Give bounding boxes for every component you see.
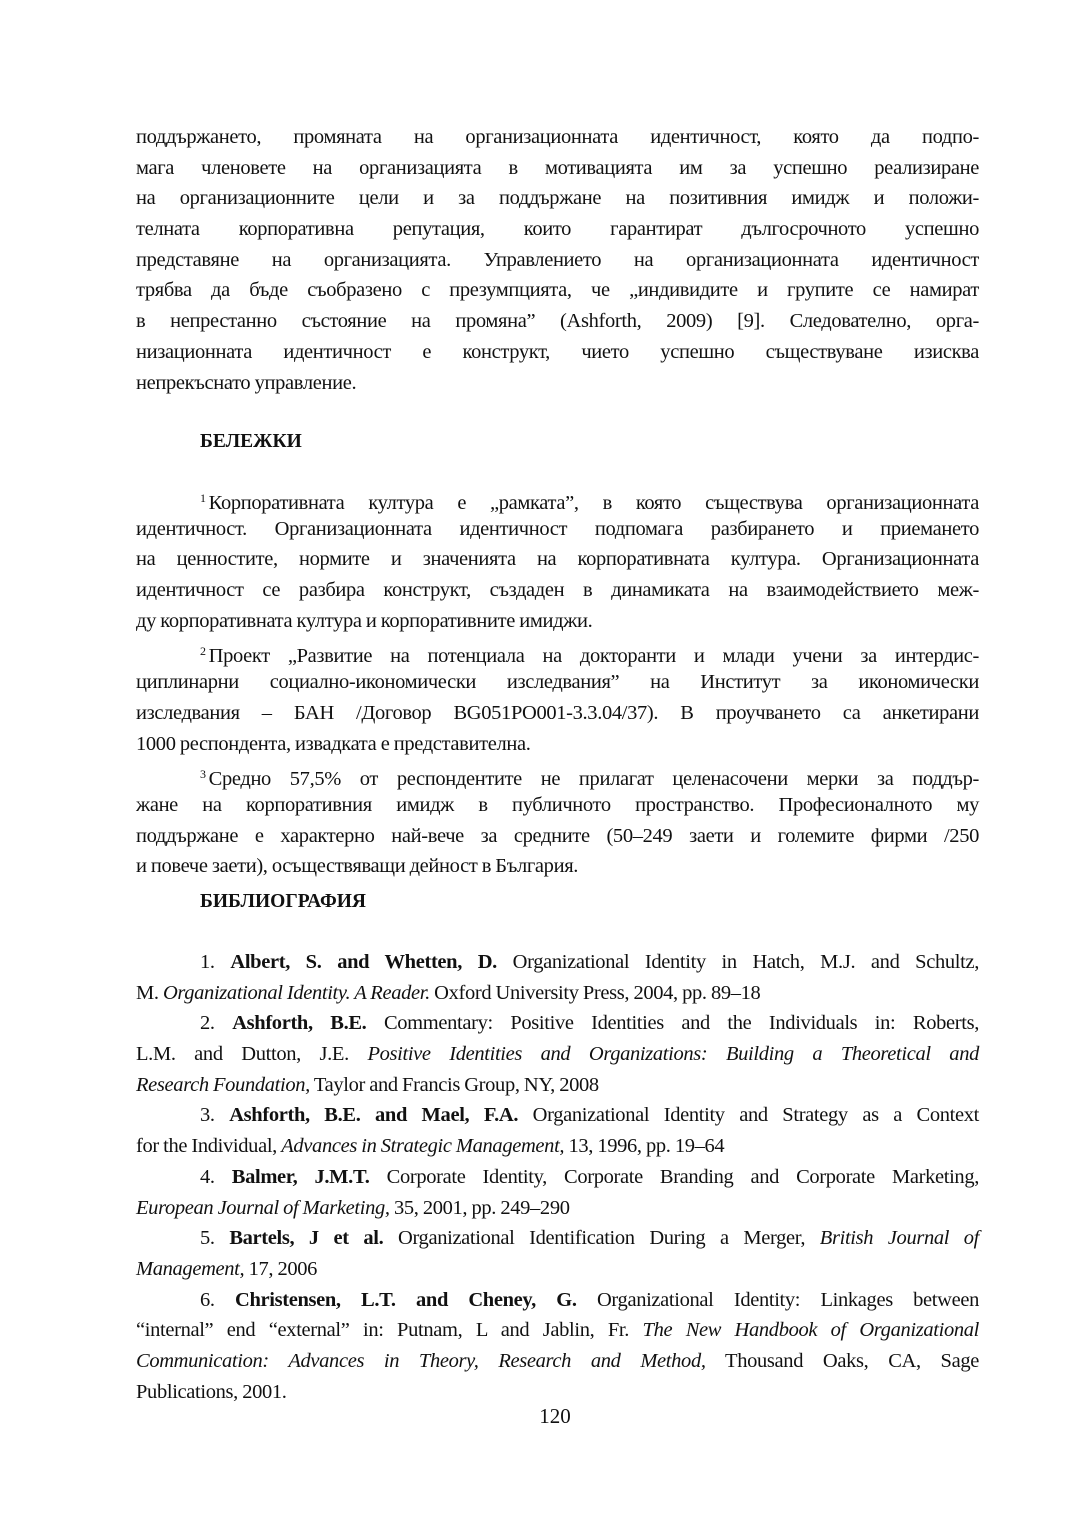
text-line (136, 821, 979, 852)
text-line (136, 636, 979, 667)
reference-author: Ashforth, B.E. and Mael, F.A. (229, 1104, 519, 1127)
line-text: Проект „Развитие на потенциала на докторанти и млади учени за интердис- (208, 645, 979, 668)
line-text: на ценностите, нормите и значенията на корпоративната култура. Организационната (136, 548, 979, 571)
text-line: мага членовете на организацията в мотивацията им за успешно реализиране (136, 156, 979, 179)
text-line (136, 1254, 979, 1285)
text-line (136, 759, 979, 790)
reference-text: Thousand Oaks, CA, Sage (705, 1349, 979, 1372)
footnote (136, 636, 979, 759)
reference-text: 4. (200, 1165, 232, 1188)
reference-text: for the Individual, (136, 1135, 282, 1158)
reference-title: Advances in Strategic Management, (281, 1135, 565, 1158)
reference-text: 6. (200, 1288, 235, 1311)
reference-text: Organizational Identity: Linkages between (576, 1288, 979, 1311)
reference-text: 17, 2006 (244, 1257, 318, 1280)
page-number: 120 (539, 1404, 571, 1428)
footnote (136, 759, 979, 882)
text-line: непрекъснато управление. (136, 371, 357, 394)
text-line (136, 1162, 979, 1193)
text-line (136, 1193, 979, 1224)
text-line (136, 1131, 979, 1162)
reference-title: European Journal of Marketing, (136, 1196, 390, 1219)
reference-title: Research Foundation, (136, 1073, 310, 1096)
line-text: изследвания – БАН /Договор BG051PO001-3.3.04/37). В проучването са анкетирани (136, 701, 979, 724)
text-line (136, 483, 979, 514)
text-line (136, 1070, 979, 1101)
reference-author: Christensen, L.T. and Cheney, G. (235, 1288, 577, 1311)
text-line (136, 1039, 979, 1070)
text-line: трябва да бъде съобразено с презумпцията, че „индивидите и групите се намират (136, 279, 979, 302)
text-line (136, 1285, 979, 1316)
footnote-marker: 3 (200, 767, 206, 782)
reference-text: Organizational Identity and Strategy as a Context (518, 1104, 979, 1127)
reference-text: Commentary: Positive Identities and the Individuals in: Roberts, (366, 1012, 979, 1035)
reference-title: Management, (136, 1257, 245, 1280)
reference-item (136, 947, 979, 1008)
text-line (136, 514, 979, 545)
reference-text: Corporate Identity, Corporate Branding and Corporate Marketing, (369, 1165, 979, 1188)
text-line: низационната идентичност е конструкт, чието успешно съществуване изисква (136, 340, 979, 363)
text-line (136, 790, 979, 821)
text-line (136, 729, 979, 760)
reference-text: 1. (200, 951, 231, 973)
reference-text: 35, 2001, pp. 249–290 (389, 1196, 570, 1219)
reference-text: 5. (200, 1227, 230, 1250)
reference-author: Bartels, J et al. (229, 1227, 384, 1250)
bibliography-list (136, 947, 979, 1407)
text-line (136, 851, 979, 882)
reference-author: Balmer, J.M.T. (231, 1165, 370, 1188)
reference-title: Communication: Advances in Theory, Research and Method, (136, 1349, 706, 1372)
reference-item (136, 1162, 979, 1223)
text-line (136, 1315, 979, 1346)
line-text: 1000 респондента, извадката е представителна. (136, 732, 531, 755)
reference-title: British Journal of (819, 1227, 980, 1250)
reference-text: M. (136, 981, 163, 1004)
text-line: представяне на организацията. Управлението на организационната идентичност (136, 248, 979, 271)
line-text: идентичност. Организационната идентичност подпомага разбирането и приемането (136, 517, 979, 540)
bibliography-heading: БИБЛИОГРАФИЯ (200, 891, 367, 912)
text-line (136, 1223, 979, 1254)
reference-author: Ashforth, B.E. (232, 1012, 367, 1035)
text-line (136, 978, 979, 1009)
text-line (136, 1008, 979, 1039)
reference-item (136, 1008, 979, 1100)
footnote-marker: 1 (200, 491, 206, 505)
text-line (136, 1346, 979, 1377)
reference-title: Organizational Identity. A Reader. (162, 981, 430, 1004)
text-line (136, 698, 979, 729)
notes-list (136, 483, 979, 882)
notes-heading: БЕЛЕЖКИ (200, 431, 302, 452)
reference-text: Oxford University Press, 2004, pp. 89–18 (429, 981, 761, 1004)
text-line: телната корпоративна репутация, които гарантират дългосрочното успешно (136, 218, 979, 241)
text-line (136, 667, 979, 698)
line-text: идентичност се разбира конструкт, създаден в динамиката на взаимодействието меж- (136, 579, 979, 602)
line-text: Средно 57,5% от респондентите не прилагат целенасочени мерки за поддър- (208, 768, 979, 791)
text-line: в непрестанно състояние на промяна” (Ashforth, 2009) [9]. Следователно, орга- (136, 310, 979, 333)
reference-text: 13, 1996, pp. 19–64 (564, 1135, 725, 1158)
text-line (136, 606, 979, 637)
reference-item (136, 1223, 979, 1284)
line-text: циплинарни социално-икономически изследвания” на Институт за икономически (136, 671, 979, 694)
line-text: поддържане е характерно най-вече за средните (50–249 заети и големите фирми /250 (136, 824, 979, 847)
reference-text: Organizational Identity in Hatch, M.J. and Schultz, (496, 951, 979, 973)
reference-text: 3. (200, 1104, 230, 1127)
line-text: Корпоративната култура е „рамката”, в която съществува организационната (208, 492, 979, 514)
reference-text: Publications, 2001. (136, 1380, 287, 1403)
reference-item (136, 1100, 979, 1161)
reference-title: Positive Identities and Organizations: Building a Theoretical and (367, 1043, 979, 1066)
text-line (136, 575, 979, 606)
line-text: и повече заети), осъществяващи дейност в България. (136, 855, 579, 878)
body-text (136, 122, 979, 398)
reference-text: Organizational Identification During a Merger, (383, 1227, 820, 1250)
reference-text: L.M. and Dutton, J.E. (136, 1043, 368, 1066)
footnote-marker: 2 (200, 644, 206, 659)
reference-title: The New Handbook of Organizational (642, 1319, 979, 1342)
reference-text: Taylor and Francis Group, NY, 2008 (309, 1073, 599, 1096)
text-line: на организационните цели и за поддържане на позитивния имидж и положи- (136, 187, 979, 210)
reference-author: Albert, S. and Whetten, D. (230, 951, 497, 973)
text-line (136, 544, 979, 575)
line-text: жане на корпоративния имидж в публичното пространство. Професионалното му (136, 793, 979, 816)
reference-item (136, 1285, 979, 1408)
reference-text: “internal” end “external” in: Putnam, L and Jablin, Fr. (136, 1319, 643, 1342)
text-line (136, 1100, 979, 1131)
text-line (136, 1377, 979, 1408)
body-paragraph (136, 122, 979, 398)
line-text: ду корпоративната култура и корпоративните имиджи. (136, 609, 593, 632)
text-line: поддържането, промяната на организационната идентичност, която да подпо- (136, 126, 979, 148)
reference-text: 2. (200, 1012, 233, 1035)
text-line (136, 947, 979, 978)
footnote (136, 483, 979, 636)
